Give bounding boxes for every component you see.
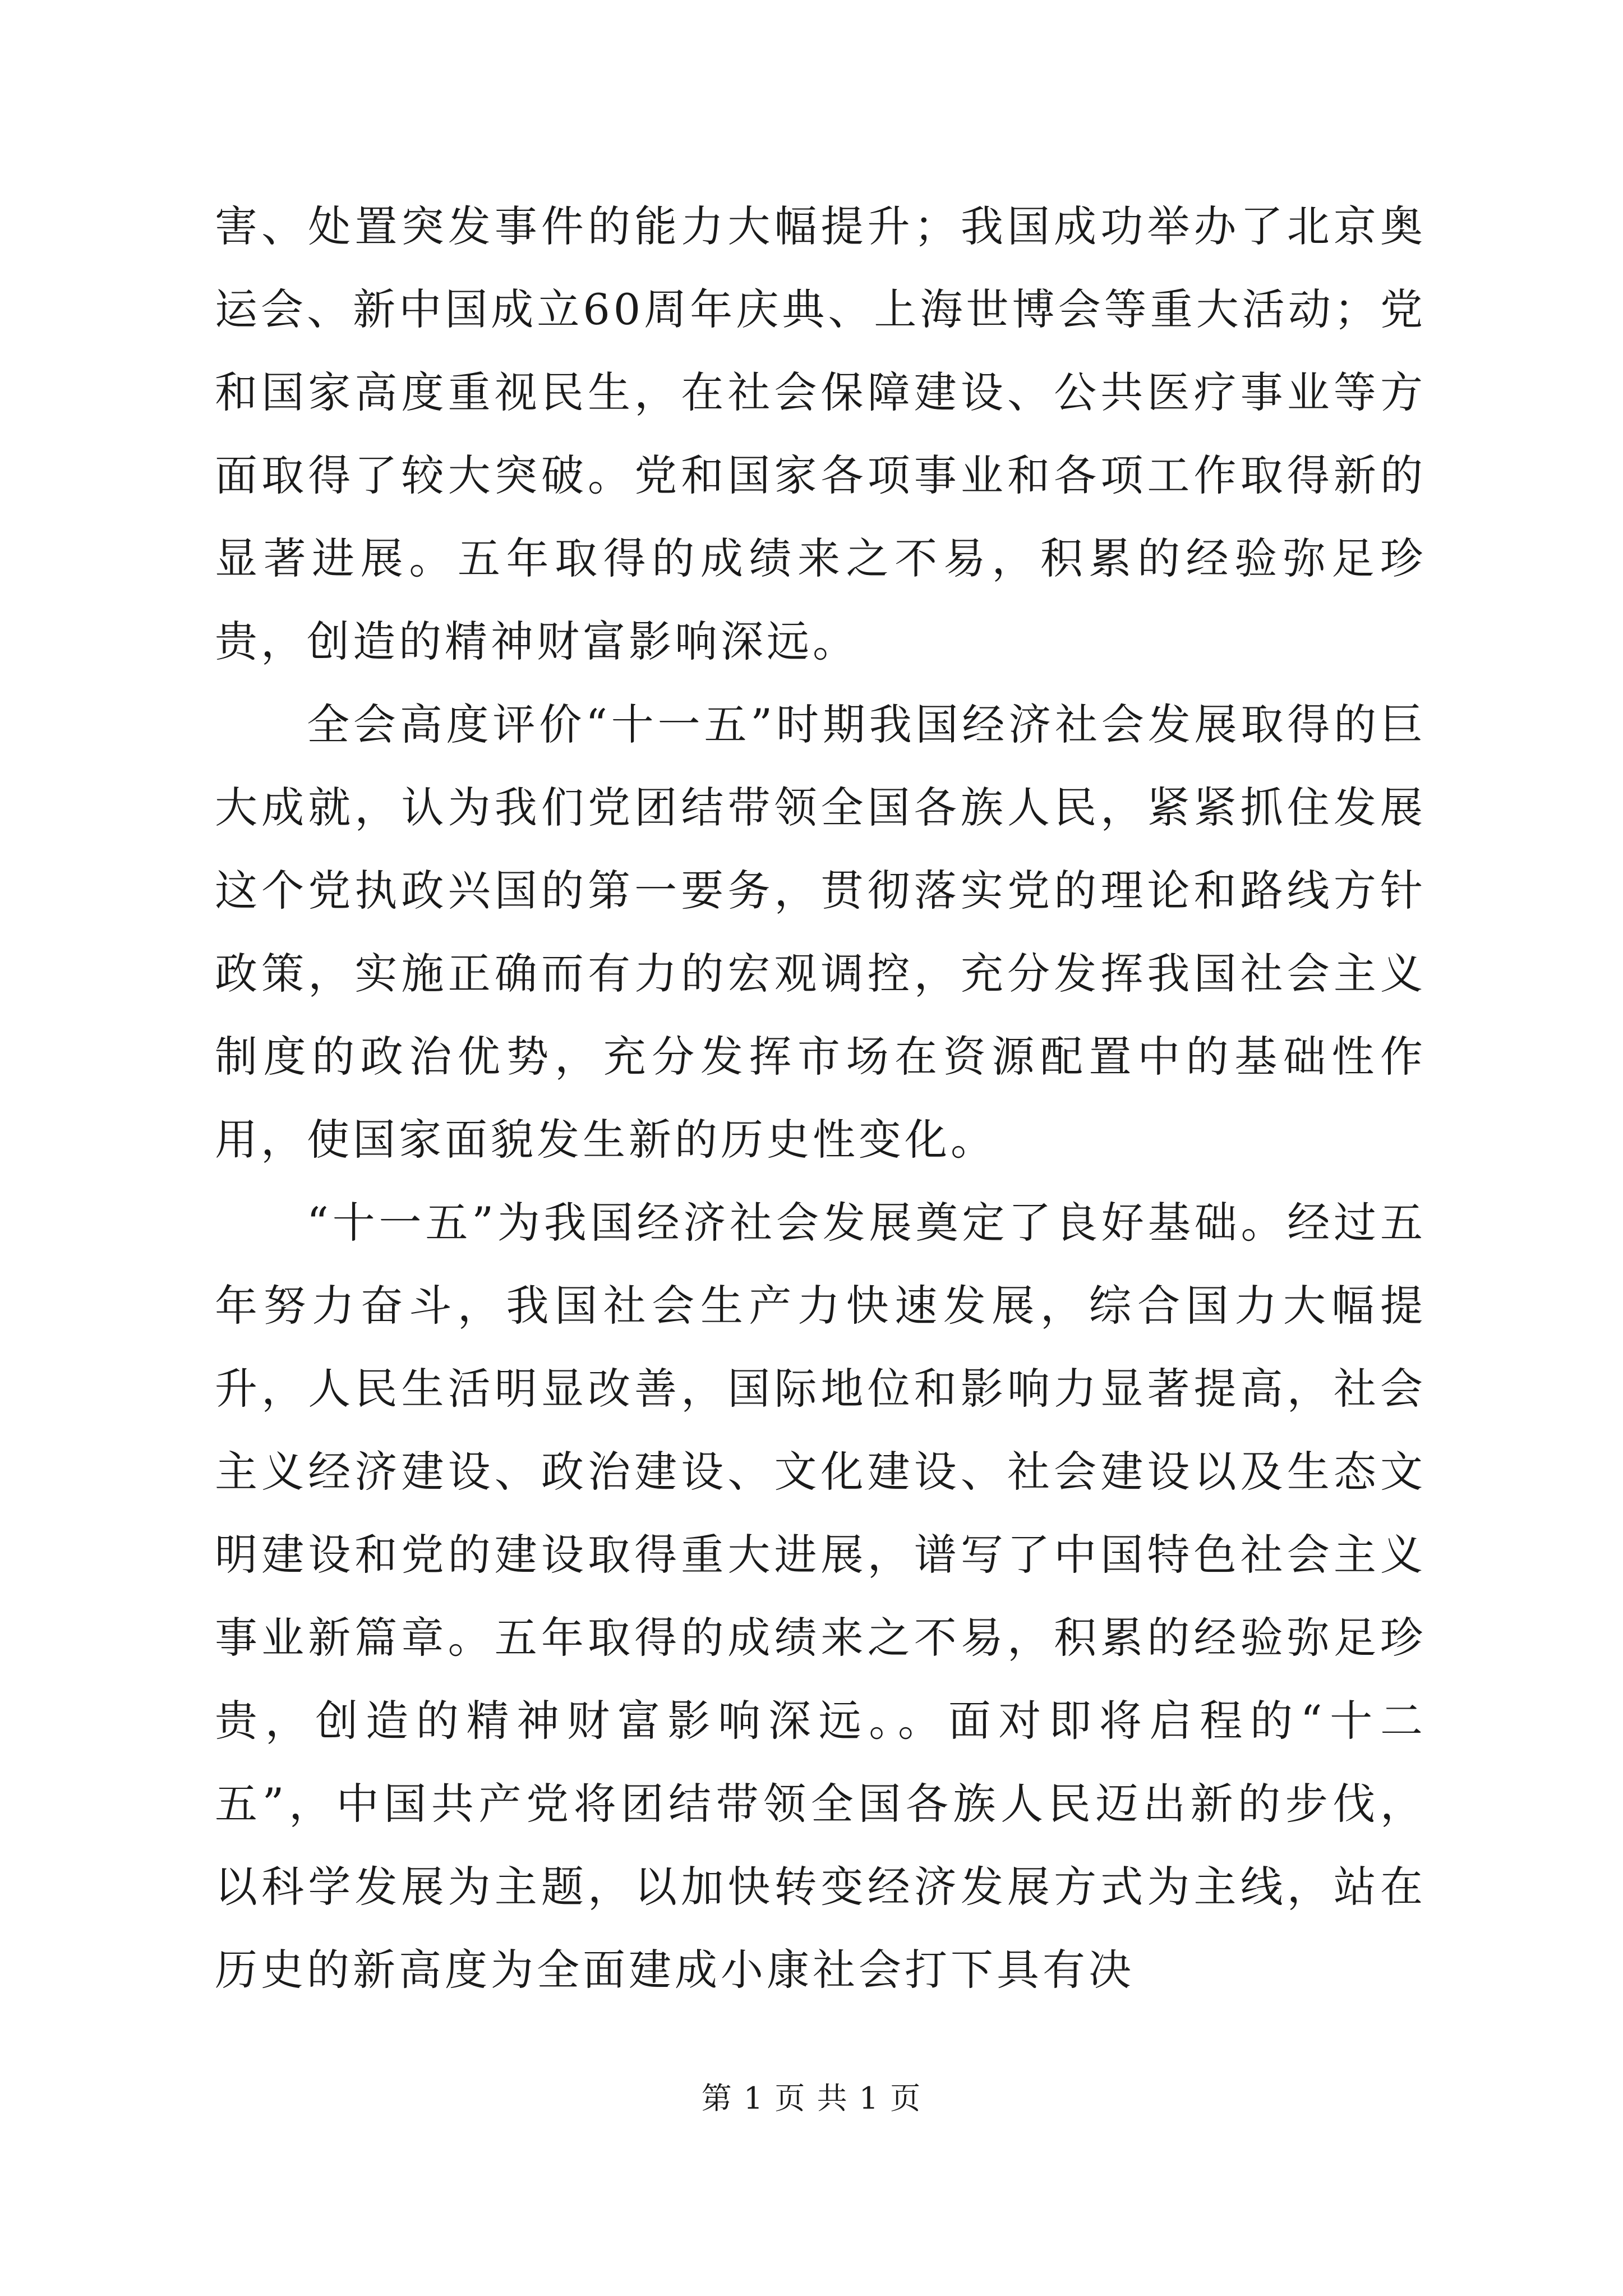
- paragraph-2: 全会高度评价“十一五”时期我国经济社会发展取得的巨大成就，认为我们党团结带领全国各族人民，紧紧抓住发展这个党执政兴国的第一要务，贯彻落实党的理论和路线方针政策，实施正确而有力的宏观调控，充分发挥我国社会主义制度的政治优势，充分发挥市场在资源配置中的基础性作用，使国家面貌发生新的历史性变化。: [215, 700, 1426, 1165]
- paragraph-3: “十一五”为我国经济社会发展奠定了良好基础。经过五年努力奋斗，我国社会生产力快速发展，综合国力大幅提升，人民生活明显改善，国际地位和影响力显著提高，社会主义经济建设、政治建设、文化建设、社会建设以及生态文明建设和党的建设取得重大进展，谱写了中国特色社会主义事业新篇章。五年取得的成绩来之不易，积累的经验弥足珍贵，创造的精神财富影响深远。。面对即将启程的“十二五”，中国共产党将团结带领全国各族人民迈出新的步伐，以科学发展为主题，以加快转变经济发展方式为主线，站在历史的新高度为全面建成小康社会打下具有决: [215, 1198, 1426, 1995]
- paragraph-1: 害、处置突发事件的能力大幅提升；我国成功举办了北京奥运会、新中国成立60周年庆典、上海世博会等重大活动；党和国家高度重视民生，在社会保障建设、公共医疗事业等方面取得了较大突破。党和国家各项事业和各项工作取得新的显著进展。五年取得的成绩来之不易，积累的经验弥足珍贵，创造的精神财富影响深远。: [215, 201, 1426, 666]
- page-footer: 第 1 页 共 1 页: [701, 2081, 922, 2116]
- document-body: [215, 185, 1426, 2012]
